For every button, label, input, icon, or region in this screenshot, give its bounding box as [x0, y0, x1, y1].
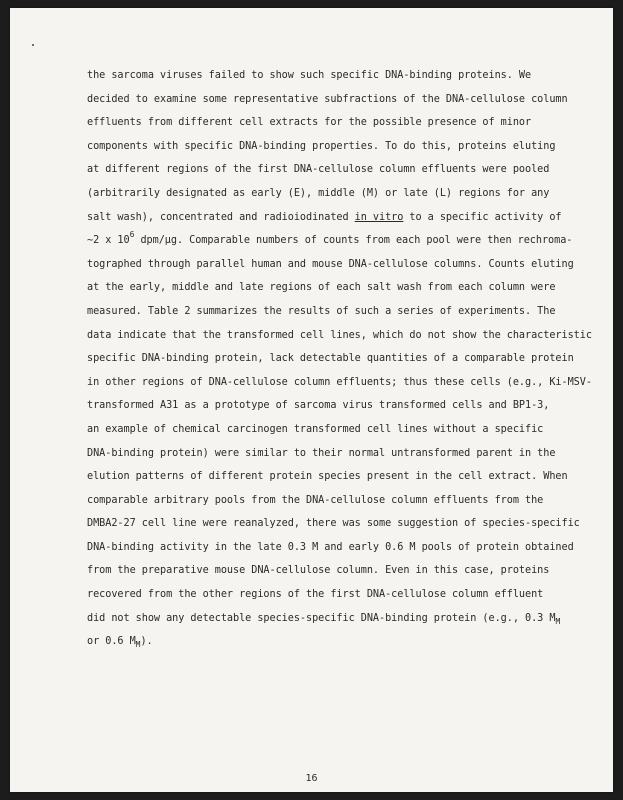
text-line: at the early, middle and late regions of each salt wash from each column were	[87, 282, 556, 294]
text-segment: salt wash), concentrated and radioiodinated	[87, 211, 355, 223]
text-line: measured. Table 2 summarizes the results of such a series of experiments. The	[87, 305, 556, 317]
text-line: data indicate that the transformed cell lines, which do not show the characteristic	[87, 329, 592, 341]
text-segment: or 0.6 M	[87, 636, 136, 648]
text-line: effluents from different cell extracts for the possible presence of minor	[87, 117, 532, 129]
document-page	[10, 8, 613, 792]
text-line	[87, 607, 587, 631]
text-line: transformed A31 as a prototype of sarcoma virus transformed cells and BP1-3,	[87, 400, 550, 412]
text-segment: ∼2 x 10	[87, 235, 130, 247]
text-line: elution patterns of different protein species present in the cell extract. When	[87, 471, 568, 483]
text-line: an example of chemical carcinogen transformed cell lines without a specific	[87, 423, 544, 435]
text-line: tographed through parallel human and mouse DNA-cellulose columns. Counts eluting	[87, 258, 574, 270]
text-line: components with specific DNA-binding properties. To do this, proteins eluting	[87, 140, 556, 152]
text-segment: ).	[140, 636, 153, 648]
page-number: 16	[305, 773, 318, 784]
text-segment: to a specific activity of	[403, 211, 562, 223]
text-line: in other regions of DNA-cellulose column effluents; thus these cells (e.g., Ki-MSV-	[87, 376, 592, 388]
text-line	[87, 630, 587, 654]
text-line: decided to examine some representative subfractions of the DNA-cellulose column	[87, 93, 568, 105]
text-line: the sarcoma viruses failed to show such specific DNA-binding proteins. We	[87, 70, 532, 81]
text-line: recovered from the other regions of the first DNA-cellulose column effluent	[87, 589, 544, 601]
subscript: M	[135, 640, 141, 650]
text-segment: did not show any detectable species-specific DNA-binding protein (e.g., 0.3 M	[87, 612, 556, 624]
text-segment: dpm/µg. Comparable numbers of counts from each pool were then rechroma-	[134, 235, 573, 247]
text-line: (arbitrarily designated as early (E), middle (M) or late (L) regions for any	[87, 187, 550, 199]
text-line	[87, 229, 587, 253]
text-line: DMBA2-27 cell line were reanalyzed, there was some suggestion of species-specific	[87, 518, 580, 530]
text-line: DNA-binding protein) were similar to their normal untransformed parent in the	[87, 447, 556, 459]
text-line: DNA-binding activity in the late 0.3 M and early 0.6 M pools of protein obtained	[87, 541, 574, 553]
superscript: 6	[129, 229, 135, 239]
underlined-term: in vitro	[354, 211, 404, 223]
subscript: M	[555, 616, 561, 626]
text-line: comparable arbitrary pools from the DNA-cellulose column effluents from the	[87, 494, 544, 506]
text-line	[87, 206, 587, 230]
text-line: specific DNA-binding protein, lack detectable quantities of a comparable protein	[87, 353, 574, 365]
text-line: from the preparative mouse DNA-cellulose column. Even in this case, proteins	[87, 565, 550, 577]
scan-speck	[32, 44, 34, 46]
body-text	[87, 64, 592, 654]
text-line: at different regions of the first DNA-cellulose column effluents were pooled	[87, 164, 550, 176]
